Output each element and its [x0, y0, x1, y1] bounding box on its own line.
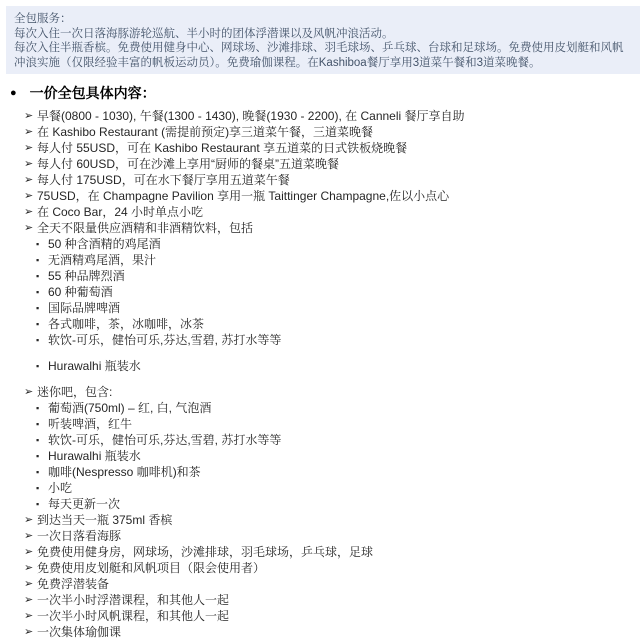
- list-item-text: 国际品牌啤酒: [48, 301, 121, 315]
- list-item-text: 55 种品牌烈酒: [48, 269, 125, 283]
- list-item-text: 一次集体瑜伽课: [37, 625, 122, 639]
- arrow-bullet-icon: ➢: [24, 530, 34, 542]
- arrow-bullet-icon: ➢: [24, 110, 34, 122]
- intro-line: 每次入住半瓶香槟。免费使用健身中心、网球场、沙滩排球、羽毛球场、乒乓球、台球和足球场。免费使用皮划艇和风帆冲浪实施（仅限经验丰富的帆板运动员）。免费瑜伽课程。在Kashiboa餐厅享用3道菜午餐和3道菜晚餐。: [14, 42, 624, 69]
- list-item: [10, 300, 634, 316]
- list-item: [10, 464, 634, 480]
- all-inclusive-intro: [6, 6, 640, 74]
- arrow-bullet-icon: ➢: [24, 190, 34, 202]
- list-item: [10, 624, 634, 640]
- package-details-section: [0, 84, 640, 640]
- list-item: [10, 204, 634, 220]
- arrow-bullet-icon: ➢: [24, 514, 34, 526]
- square-bullet-icon: ▪: [36, 403, 40, 413]
- list-item: [10, 236, 634, 252]
- arrow-bullet-icon: ➢: [24, 610, 34, 622]
- square-bullet-icon: ▪: [36, 271, 40, 281]
- list-item: [10, 316, 634, 332]
- arrow-bullet-icon: ➢: [24, 174, 34, 186]
- arrow-bullet-icon: ➢: [24, 386, 34, 398]
- arrow-bullet-icon: ➢: [24, 546, 34, 558]
- list-item: [10, 384, 634, 400]
- package-details-list: [10, 108, 634, 640]
- list-item: [10, 156, 634, 172]
- list-item-text: 到达当天一瓶 375ml 香槟: [37, 513, 173, 527]
- list-item: [10, 358, 634, 374]
- square-bullet-icon: ▪: [36, 319, 40, 329]
- list-item: [10, 608, 634, 624]
- list-item: [10, 560, 634, 576]
- list-item: [10, 576, 634, 592]
- square-bullet-icon: ▪: [36, 303, 40, 313]
- list-item: [10, 432, 634, 448]
- list-item-text: 小吃: [48, 481, 73, 495]
- list-item-text: 无酒精鸡尾酒，果汁: [48, 253, 157, 267]
- square-bullet-icon: ▪: [36, 419, 40, 429]
- list-item-text: 全天不限量供应酒精和非酒精饮料，包括: [37, 221, 254, 235]
- arrow-bullet-icon: ➢: [24, 222, 34, 234]
- square-bullet-icon: ▪: [36, 255, 40, 265]
- list-item: [10, 252, 634, 268]
- square-bullet-icon: ▪: [36, 239, 40, 249]
- list-item-text: 免费使用健身房，网球场，沙滩排球，羽毛球场，乒乓球，足球: [37, 545, 374, 559]
- list-item-text: 在 Coco Bar，24 小时单点小吃: [37, 205, 204, 219]
- arrow-bullet-icon: ➢: [24, 578, 34, 590]
- list-item: [10, 332, 634, 348]
- list-item: [10, 448, 634, 464]
- list-item-text: 每天更新一次: [48, 497, 121, 511]
- list-item: [10, 416, 634, 432]
- intro-title: 全包服务：: [14, 13, 72, 25]
- square-bullet-icon: ▪: [36, 335, 40, 345]
- list-item-text: 免费使用皮划艇和风帆项目（限会使用者）: [37, 561, 266, 575]
- square-bullet-icon: ▪: [36, 499, 40, 509]
- list-item: [10, 544, 634, 560]
- list-item-text: 各式咖啡，茶，冰咖啡，冰茶: [48, 317, 205, 331]
- list-item: [10, 108, 634, 124]
- list-item: [10, 188, 634, 204]
- list-item-text: 一次半小时风帆课程，和其他人一起: [37, 609, 230, 623]
- list-item-text: 早餐(0800 - 1030), 午餐(1300 - 1430), 晚餐(1930 - 2200), 在 Canneli 餐厅享自助: [37, 109, 465, 123]
- list-item-text: 一次半小时浮潜课程，和其他人一起: [37, 593, 230, 607]
- section-heading: [10, 84, 634, 102]
- list-item-text: 75USD，在 Champagne Pavilion 享用一瓶 Taittinger Champagne,佐以小点心: [37, 189, 450, 203]
- list-item-text: 一次日落看海豚: [37, 529, 122, 543]
- square-bullet-icon: ▪: [36, 287, 40, 297]
- list-item: [10, 400, 634, 416]
- arrow-bullet-icon: ➢: [24, 142, 34, 154]
- list-item: [10, 528, 634, 544]
- square-bullet-icon: ▪: [36, 361, 40, 371]
- square-bullet-icon: ▪: [36, 467, 40, 477]
- square-bullet-icon: ▪: [36, 451, 40, 461]
- list-item-text: 50 种含酒精的鸡尾酒: [48, 237, 161, 251]
- list-item: [10, 592, 634, 608]
- list-item-text: 每人付 175USD，可在水下餐厅享用五道菜午餐: [37, 173, 290, 187]
- arrow-bullet-icon: ➢: [24, 158, 34, 170]
- list-item: [10, 512, 634, 528]
- list-item: [10, 480, 634, 496]
- list-item: [10, 220, 634, 236]
- arrow-bullet-icon: ➢: [24, 562, 34, 574]
- list-item-text: 软饮-可乐，健怡可乐,芬达,雪碧, 苏打水等等: [48, 333, 282, 347]
- list-item: [10, 284, 634, 300]
- list-item: [10, 268, 634, 284]
- square-bullet-icon: ▪: [36, 435, 40, 445]
- list-item-text: 60 种葡萄酒: [48, 285, 113, 299]
- arrow-bullet-icon: ➢: [24, 126, 34, 138]
- list-item-text: 每人付 55USD，可在 Kashibo Restaurant 享五道菜的日式铁板烧晚餐: [37, 141, 408, 155]
- list-item-text: 咖啡(Nespresso 咖啡机)和茶: [48, 465, 201, 479]
- list-item-text: Hurawalhi 瓶装水: [48, 449, 141, 463]
- arrow-bullet-icon: ➢: [24, 594, 34, 606]
- section-heading-label: 一价全包具体内容：: [29, 85, 156, 101]
- list-item-text: 软饮-可乐，健怡可乐,芬达,雪碧, 苏打水等等: [48, 433, 282, 447]
- circle-bullet-icon: ●: [10, 87, 17, 99]
- list-item-text: 在 Kashibo Restaurant (需提前预定)享三道菜午餐，三道菜晚餐: [37, 125, 374, 139]
- square-bullet-icon: ▪: [36, 483, 40, 493]
- list-item-text: 听装啤酒，红牛: [48, 417, 133, 431]
- list-item-text: 免费浮潜装备: [37, 577, 110, 591]
- list-item: [10, 172, 634, 188]
- intro-line: 每次入住一次日落海豚游轮巡航、半小时的团体浮潜课以及风帆冲浪活动。: [14, 27, 394, 40]
- list-item-text: Hurawalhi 瓶装水: [48, 359, 141, 373]
- list-item-text: 迷你吧，包含:: [37, 385, 113, 399]
- list-item-text: 每人付 60USD，可在沙滩上享用“厨师的餐桌”五道菜晚餐: [37, 157, 340, 171]
- list-item: [10, 124, 634, 140]
- list-item: [10, 140, 634, 156]
- list-item-text: 葡萄酒(750ml) – 红, 白, 气泡酒: [48, 401, 212, 415]
- arrow-bullet-icon: ➢: [24, 626, 34, 638]
- arrow-bullet-icon: ➢: [24, 206, 34, 218]
- list-item: [10, 496, 634, 512]
